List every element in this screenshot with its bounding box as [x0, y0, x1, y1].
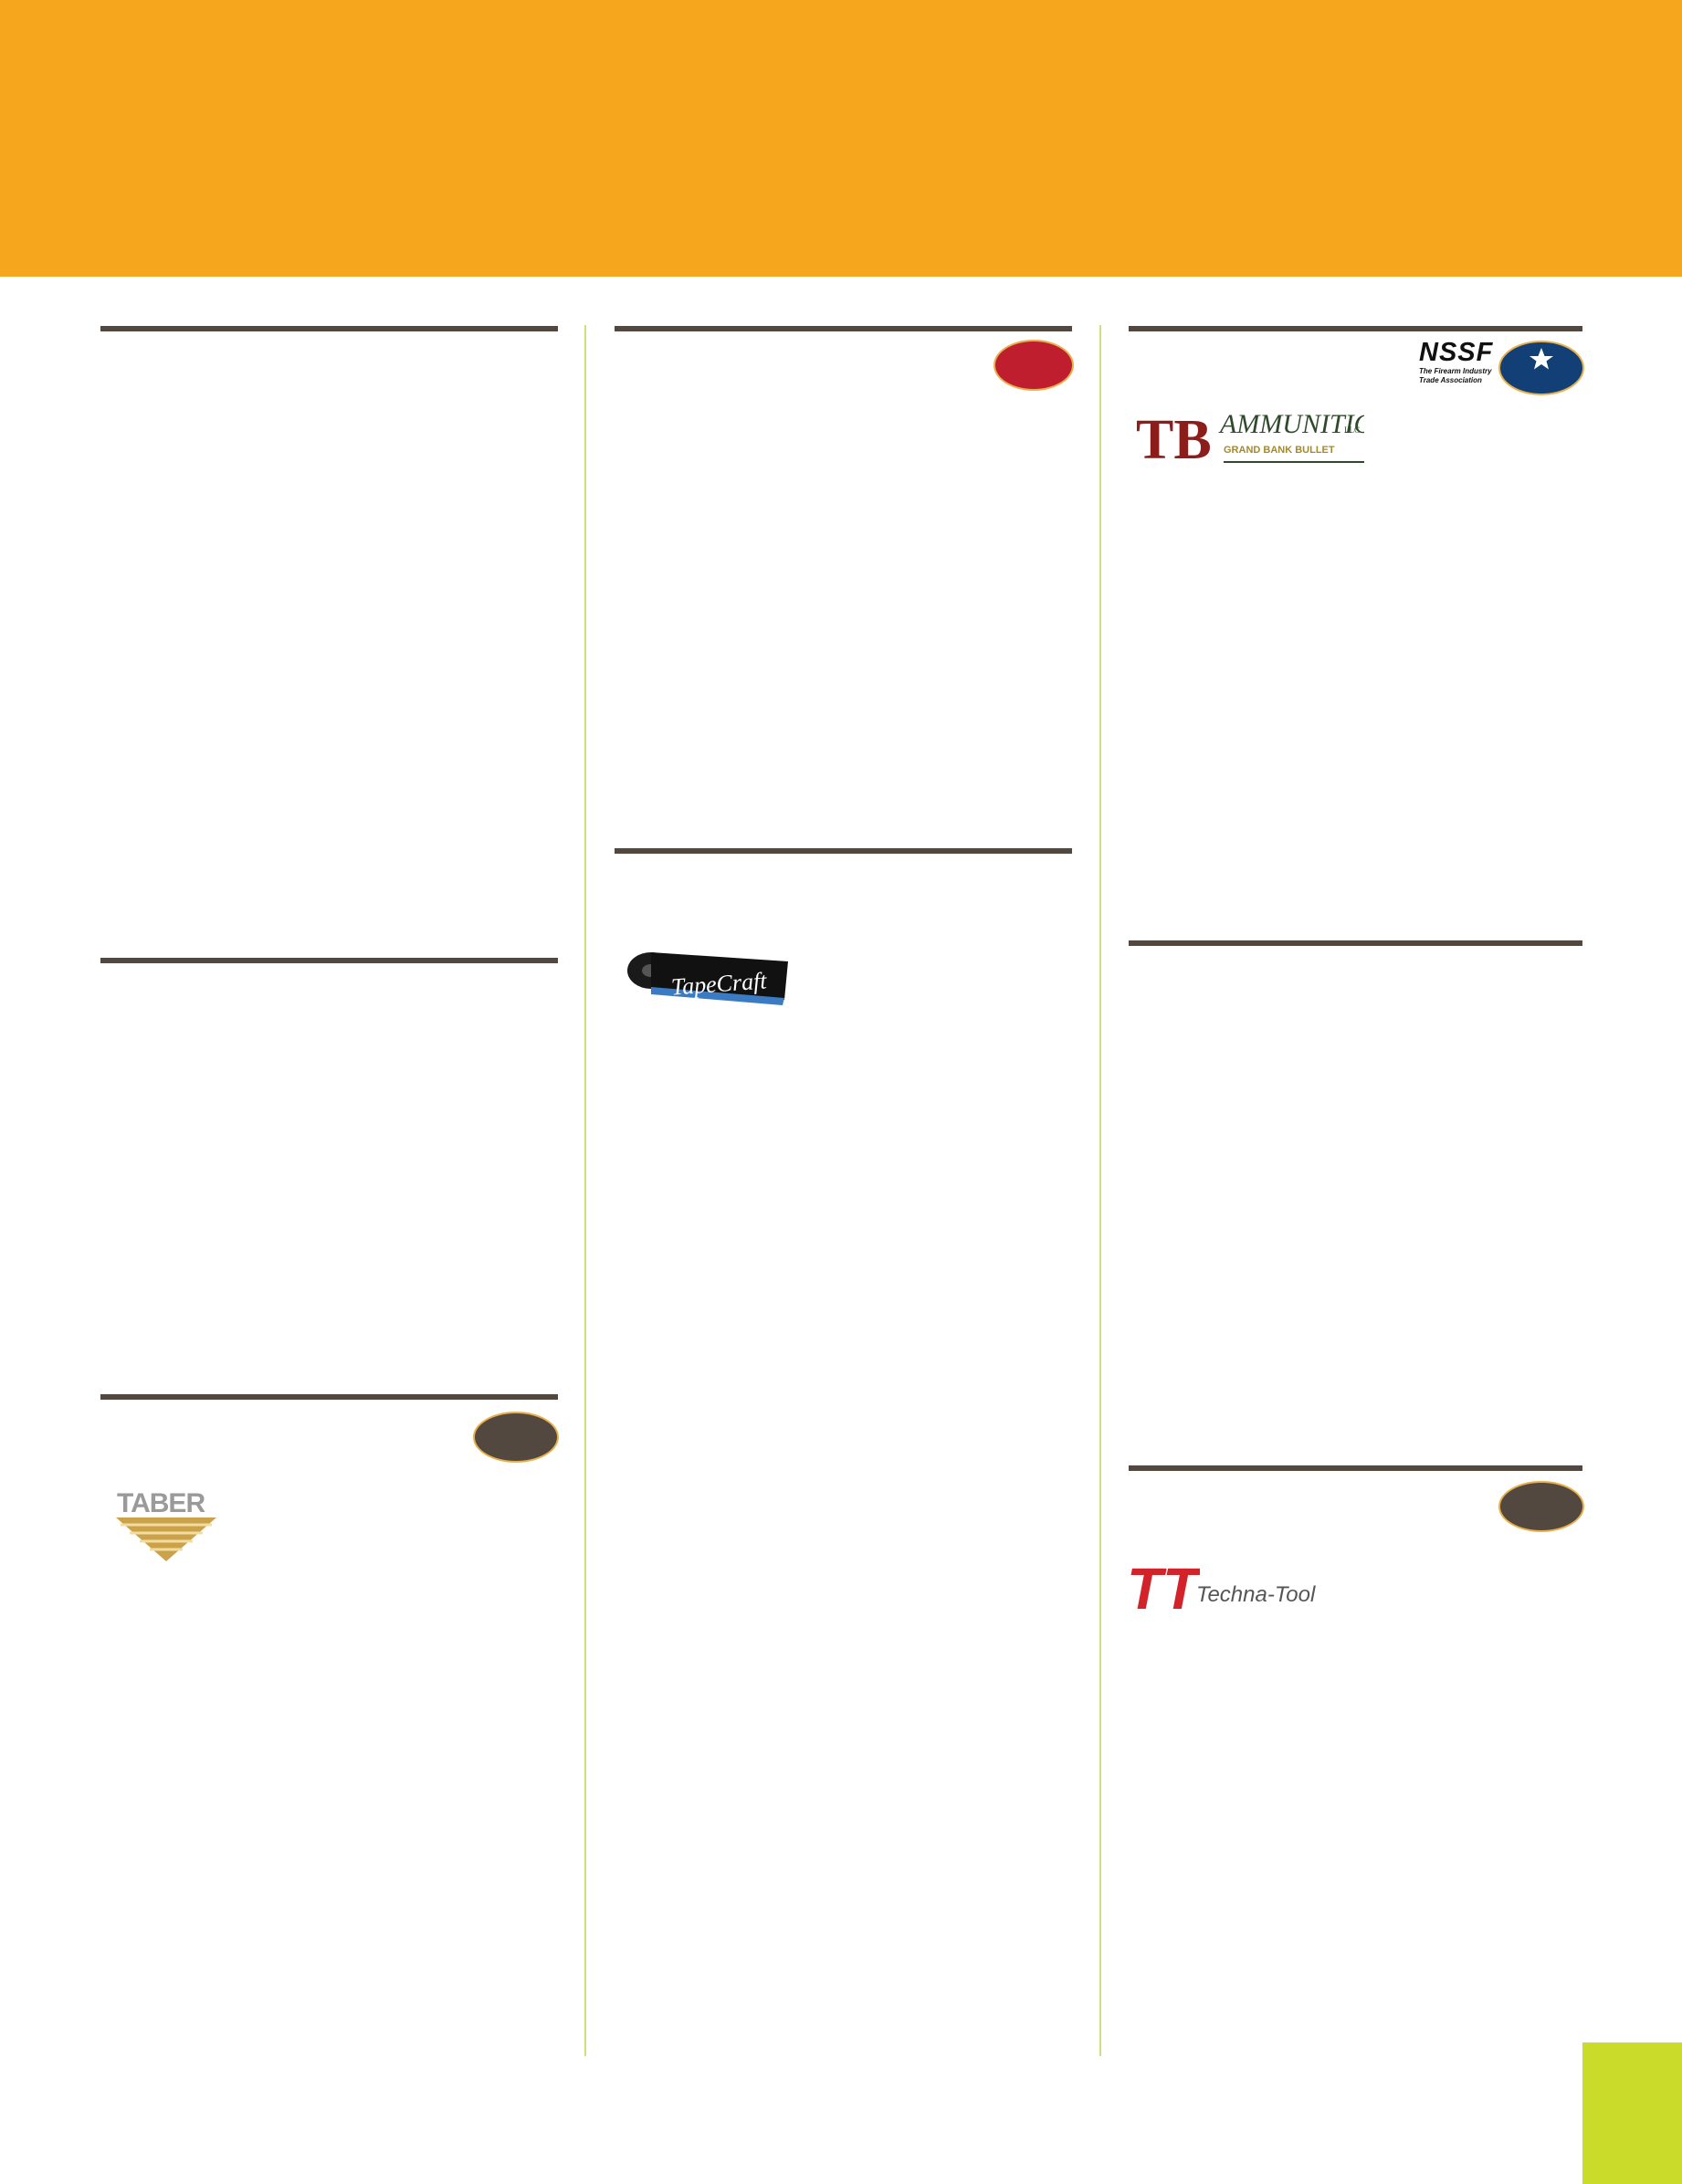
section-rule [1129, 940, 1582, 946]
nssf-logo [1419, 340, 1498, 384]
header-band [0, 0, 1682, 277]
section-rule [615, 848, 1072, 854]
section-rule [100, 958, 558, 963]
tb-logo-word: AMMUNITI [1220, 409, 1354, 439]
tapecraft-logo-text: TapeCraft [670, 967, 768, 1001]
section-rule [100, 1394, 558, 1400]
tb-logo-suffix: LLC [1344, 425, 1360, 435]
taber-logo-text: TABER [117, 1488, 205, 1518]
booth-badge-gray [1500, 1483, 1582, 1530]
nssf-logo-subtitle-1: The Firearm Industry [1419, 367, 1492, 375]
page-corner-tab [1582, 2042, 1682, 2184]
booth-badge-red [995, 341, 1072, 389]
star-icon [1500, 342, 1582, 394]
column-divider-right [1099, 325, 1101, 2056]
section-rule [100, 326, 558, 331]
tb-ammunition-logo [1136, 405, 1364, 469]
column-divider-left [584, 325, 586, 2056]
nssf-logo-subtitle-2: Trade Association [1419, 376, 1482, 384]
section-rule [615, 326, 1072, 331]
tb-ammunition-logo-graphic [1136, 405, 1364, 469]
tb-logo-letters: TB [1136, 409, 1212, 469]
nssf-member-badge [1500, 342, 1582, 394]
nssf-logo-title: NSSF [1419, 338, 1494, 367]
techna-tool-tt-graphic [1127, 1558, 1200, 1620]
section-rule [1129, 1465, 1582, 1471]
techna-tool-letters: TT [1127, 1558, 1199, 1620]
techna-tool-logo-text: Techna-Tool [1196, 1582, 1316, 1607]
techna-tool-logo [1127, 1558, 1200, 1620]
booth-badge-gray [475, 1413, 557, 1461]
section-rule [1129, 326, 1582, 331]
tb-logo-tagline: GRAND BANK BULLET [1224, 445, 1335, 456]
